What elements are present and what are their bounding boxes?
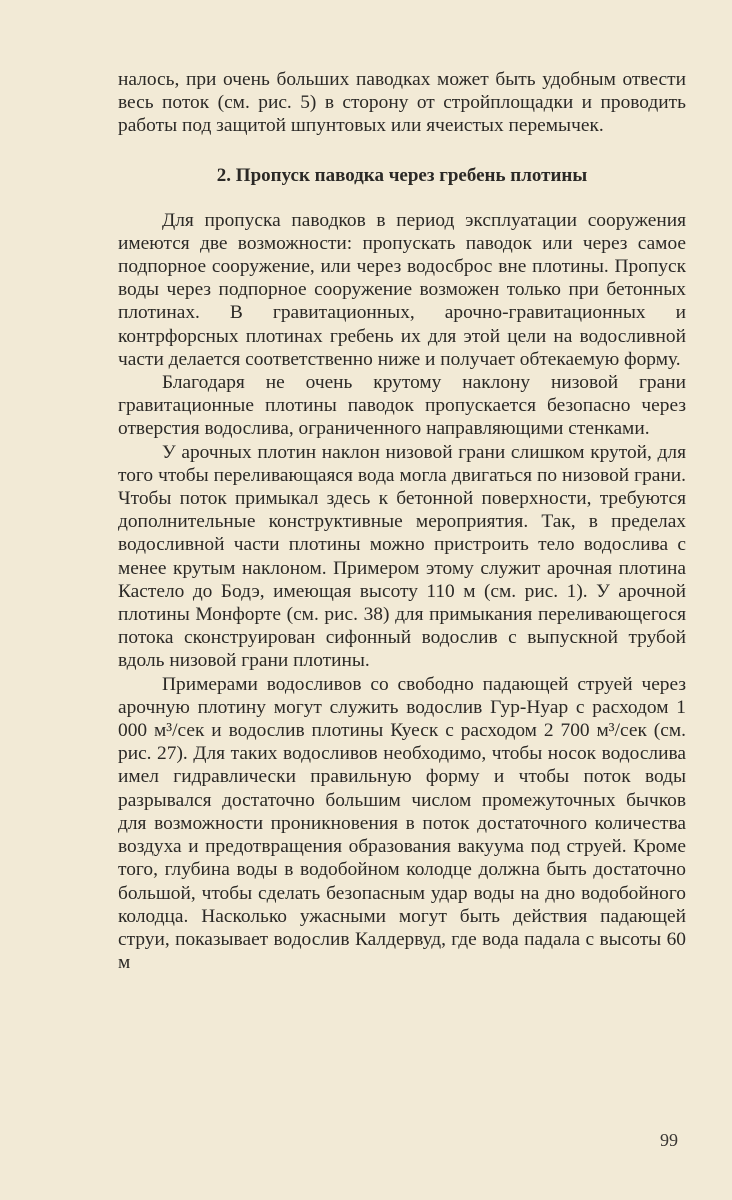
paragraph-4: Примерами водосливов со свободно падающей струей через арочную плотину могут служить водослив Гур-Нуар с расходом 1 000 м³/сек и водослив плотины Куеск с расходом 2 700 м³/сек (см. рис. 27). Для таких водосливов необходимо, чтобы носок водослива имел гидравлически правильную форму и чтобы поток воды разрывался достаточно большим числом промежуточных бычков для возможности проникновения в поток достаточного количества воздуха и предотвращения образования вакуума под струей. Кроме того, глубина воды в водобойном колодце должна быть достаточно большой, чтобы сделать безопасным удар воды на дно водобойного колодца. Насколько ужасными могут быть действия падающей струи, показывает водослив Калдервуд, где вода падала с высоты 60 м xyxy=(118,673,686,974)
section-heading: 2. Пропуск паводка через гребень плотины xyxy=(216,164,588,186)
page-number: 99 xyxy=(660,1130,678,1150)
intro-paragraph: налось, при очень больших паводках может быть удобным отвести весь поток (см. рис. 5) в сторону от стройплощадки и проводить работы под защитой шпунтовых или ячеистых перемычек. xyxy=(118,69,686,137)
paragraph-3: У арочных плотин наклон низовой грани слишком крутой, для того чтобы переливающаяся вода могла двигаться по низовой грани. Чтобы поток примыкал здесь к бетонной поверхности, требуются дополнительные конструктивные мероприятия. Так, в пределах водосливной части плотины можно пристроить тело водослива с менее крутым наклоном. Примером этому служит арочная плотина Кастело до Бодэ, имеющая высоту 110 м (см. рис. 1). У арочной плотины Монфорте (см. рис. 38) для примыкания переливающегося потока сконструирован сифонный водослив с выпускной трубой вдоль низовой грани плотины. xyxy=(118,441,686,672)
paragraph-1: Для пропуска паводков в период эксплуатации сооружения имеются две возможности: пропускать паводок или через самое подпорное сооружение, или через водосброс вне плотины. Пропуск воды через подпорное сооружение возможен только при бетонных плотинах. В гравитационных, арочно-гравитационных и контрфорсных плотинах гребень их для этой цели на водосливной части делается соответственно ниже и получает обтекаемую форму. xyxy=(118,209,686,370)
body-text xyxy=(118,68,686,974)
paragraph-2: Благодаря не очень крутому наклону низовой грани гравитационные плотины паводок пропускается безопасно через отверстия водослива, ограниченного направляющими стенками. xyxy=(118,372,686,440)
